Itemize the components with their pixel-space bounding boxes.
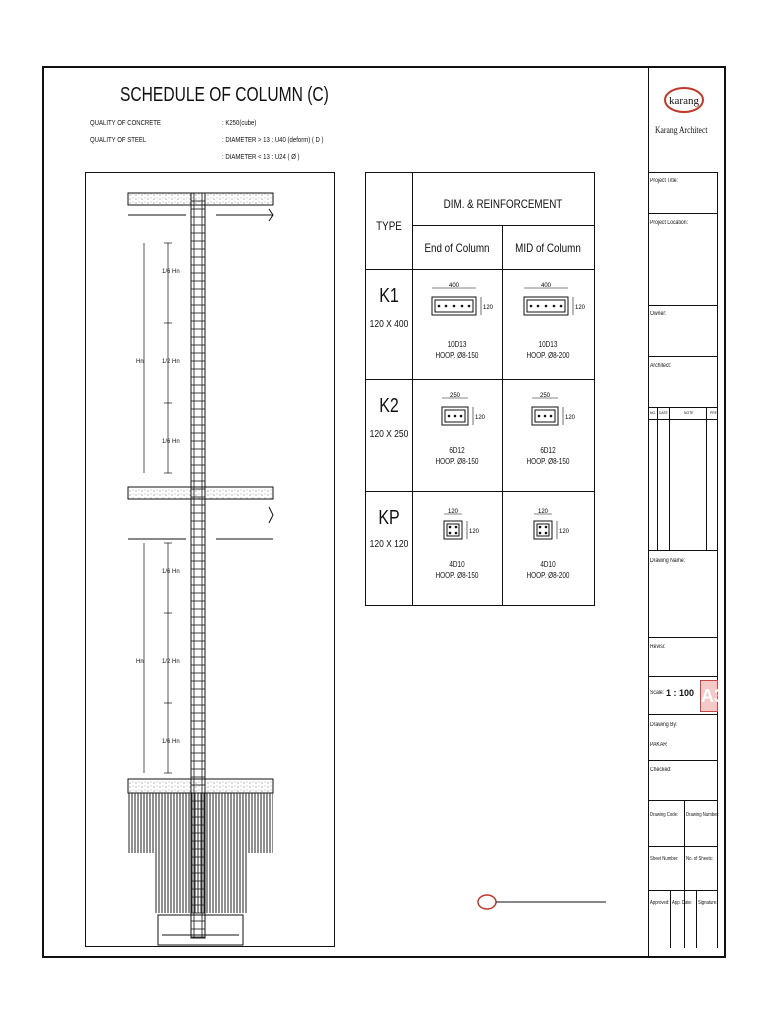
kp-mid-depth: 120 [559, 529, 570, 535]
kp-end-hoop: HOOP. Ø8-150 [435, 571, 479, 580]
owner-label: Owner: [650, 311, 667, 317]
type-header: TYPE [376, 219, 402, 233]
k2-mid-depth: 120 [565, 415, 576, 421]
approved-label: Approved: [650, 900, 670, 906]
half-label-2: 1/2 Hn [162, 659, 180, 665]
kp-end-bars: 4D10 [449, 560, 465, 569]
paper-size-badge: A3 [700, 680, 718, 712]
sixth-label-4: 1/6 Hn [162, 739, 180, 745]
kp-end-width: 120 [447, 509, 459, 515]
kp-mid-bars: 4D10 [540, 560, 556, 569]
type-name-kp: KP [378, 507, 400, 529]
column-elevation-panel [85, 172, 335, 947]
no-of-sheets-label: No. of Sheets: [686, 856, 713, 862]
logo-text: karang [669, 95, 699, 107]
drawing-by-label: Drawing By: [650, 722, 678, 728]
sixth-label-3: 1/6 Hn [162, 569, 180, 575]
signature-label: Signature: [698, 900, 718, 906]
type-size-kp: 120 X 120 [369, 539, 409, 550]
hn-label-lower: Hn [136, 659, 144, 665]
k2-end-depth: 120 [475, 415, 486, 421]
section-marker [476, 892, 608, 912]
kp-mid-section [528, 503, 568, 555]
scale-label: Scale: [650, 690, 665, 696]
k1-mid-hoop: HOOP. Ø8-200 [526, 351, 570, 360]
type-name-k2: K2 [379, 395, 399, 417]
rev-col-note: NOTE [684, 410, 694, 415]
type-size-k2: 120 X 250 [369, 429, 409, 440]
project-location-label: Project Location: [650, 220, 688, 226]
firm-logo [660, 86, 708, 114]
sixth-label-1: 1/6 Hn [162, 269, 180, 275]
column-schedule-table [365, 172, 595, 606]
column-elevation-drawing [86, 173, 336, 948]
k2-end-width: 250 [449, 393, 461, 399]
spec-label-concrete: QUALITY OF CONCRETE [90, 118, 161, 127]
rev-col-no: NO. [650, 410, 657, 415]
spec-value-concrete: : K250(cube) [222, 118, 257, 127]
drawer-name: PAKAR [650, 742, 667, 748]
kp-mid-hoop: HOOP. Ø8-200 [526, 571, 570, 580]
sheet-number-label: Sheet Number: [650, 856, 679, 862]
mid-of-column-header: MID of Column [515, 241, 581, 255]
end-of-column-header: End of Column [424, 241, 490, 255]
k2-mid-hoop: HOOP. Ø8-150 [526, 457, 570, 466]
k2-end-bars: 6D12 [449, 446, 465, 455]
k2-mid-width: 250 [539, 393, 551, 399]
page-title: SCHEDULE OF COLUMN (C) [120, 84, 329, 106]
k1-mid-width: 400 [540, 283, 552, 289]
kp-mid-width: 120 [537, 509, 549, 515]
kp-end-section [438, 503, 478, 555]
half-label-1: 1/2 Hn [162, 359, 180, 365]
type-size-k1: 120 X 400 [369, 319, 409, 330]
k1-end-bars: 10D13 [447, 340, 467, 349]
k2-mid-bars: 6D12 [540, 446, 556, 455]
drawing-code-label: Drawing Code: [650, 812, 679, 818]
k1-mid-bars: 10D13 [538, 340, 558, 349]
scale-value: 1 : 100 [666, 688, 695, 698]
drawing-number-label: Drawing Number: [686, 812, 720, 818]
hn-label-upper: Hn [136, 359, 144, 365]
k1-end-hoop: HOOP. Ø8-150 [435, 351, 479, 360]
app-date-label: App. Date: [672, 900, 693, 906]
spec-value-steel-small: : DIAMETER < 13 : U24 ( Ø ) [222, 152, 300, 161]
architect-label: Architect: [650, 363, 672, 369]
revisi-label: Revisi: [650, 644, 666, 650]
k2-mid-section [526, 389, 576, 443]
sixth-label-2: 1/6 Hn [162, 439, 180, 445]
firm-name: Karang Architect [655, 125, 708, 135]
k1-mid-depth: 120 [575, 305, 586, 311]
k2-end-section [436, 389, 486, 443]
k1-end-section [426, 279, 492, 329]
rev-col-date: DATE [659, 410, 668, 415]
k1-end-depth: 120 [483, 305, 494, 311]
k1-mid-section [518, 279, 584, 329]
k1-end-width: 400 [448, 283, 460, 289]
project-title-label: Project Title: [650, 178, 679, 184]
type-name-k1: K1 [379, 285, 399, 307]
kp-end-depth: 120 [469, 529, 480, 535]
spec-label-steel: QUALITY OF STEEL [90, 135, 147, 144]
checked-label: Checked: [650, 767, 672, 773]
k2-end-hoop: HOOP. Ø8-150 [435, 457, 479, 466]
reinforcement-header: DIM. & REINFORCEMENT [443, 197, 563, 211]
revision-table [648, 407, 718, 550]
drawing-name-label: Drawing Name: [650, 558, 686, 564]
spec-value-steel-large: : DIAMETER > 13 : U40 (deform) ( D ) [222, 135, 324, 144]
rev-col-prf: PRF. [710, 410, 718, 415]
